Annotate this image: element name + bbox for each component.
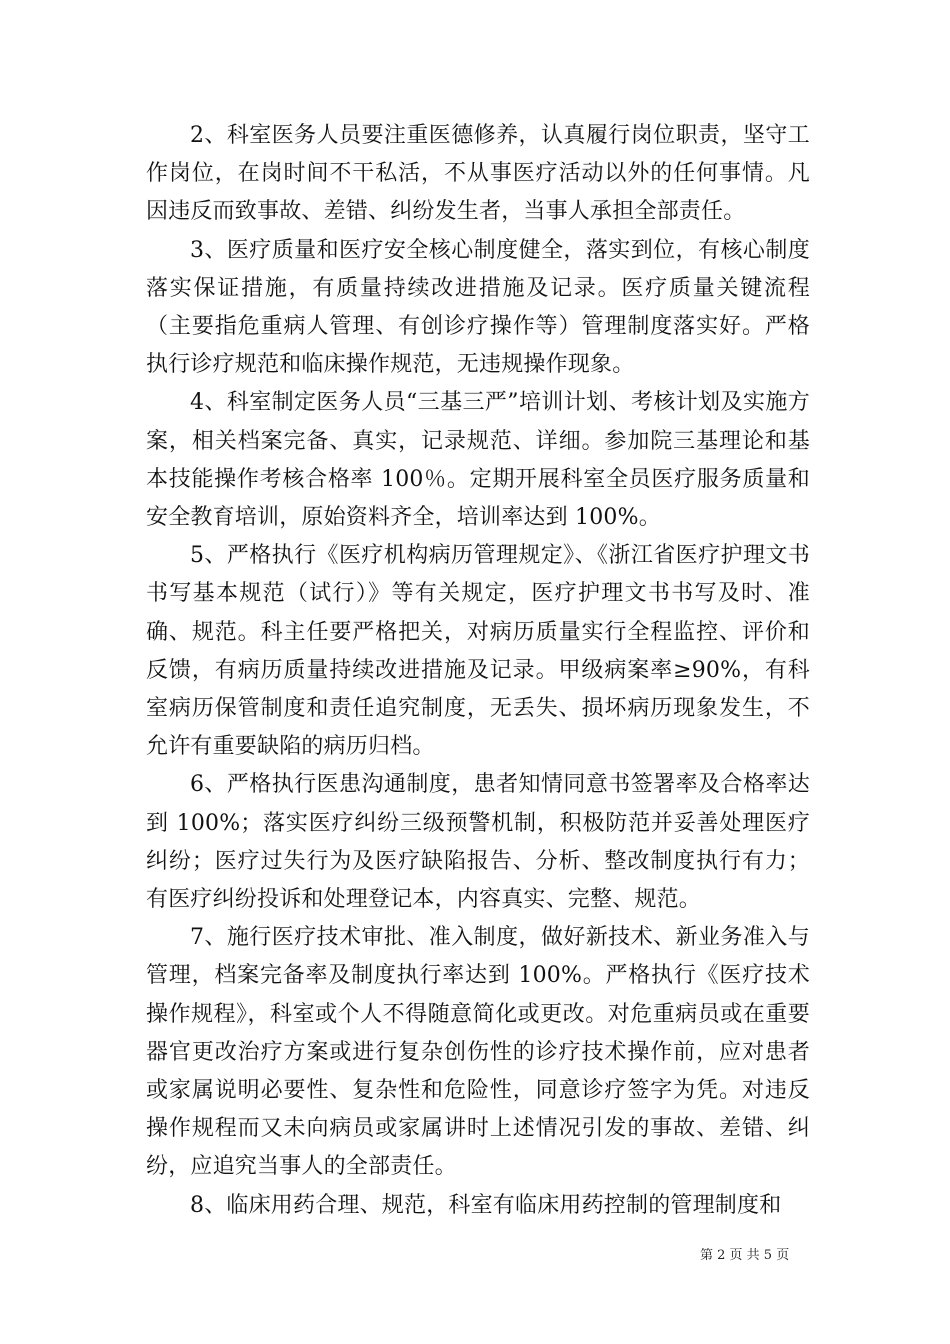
page-number-footer: 第 2 页 共 5 页 — [700, 1248, 790, 1263]
paragraph-item-4: 4、科室制定医务人员“三基三严”培训计划、考核计划及实施方案，相关档案完备、真实，记录规范、详细。参加院三基理论和基本技能操作考核合格率 100％。定期开展科室全员医疗服务质量和安全教育培训，原始资料齐全，培训率达到 100%。 — [146, 390, 810, 531]
paragraph-item-8: 8、临床用药合理、规范，科室有临床用药控制的管理制度和 — [190, 1192, 782, 1218]
paragraph-item-6: 6、严格执行医患沟通制度，患者知情同意书签署率及合格率达到 100%；落实医疗纠纷三级预警机制，积极防范并妥善处理医疗纠纷；医疗过失行为及医疗缺陷报告、分析、整改制度执行有力；有医疗纠纷投诉和处理登记本，内容真实、完整、规范。 — [146, 772, 810, 913]
document-body — [146, 117, 810, 1225]
paragraph-item-2: 2、科室医务人员要注重医德修养，认真履行岗位职责，坚守工作岗位，在岗时间不干私活，不从事医疗活动以外的任何事情。凡因违反而致事故、差错、纠纷发生者，当事人承担全部责任。 — [146, 123, 810, 225]
paragraph-item-7: 7、施行医疗技术审批、准入制度，做好新技术、新业务准入与管理，档案完备率及制度执行率达到 100%。严格执行《医疗技术操作规程》，科室或个人不得随意简化或更改。对危重病员或在重要器官更改治疗方案或进行复杂创伤性的诊疗技术操作前，应对患者或家属说明必要性、复杂性和危险性，同意诊疗签字为凭。对违反操作规程而又未向病员或家属讲时上述情况引发的事故、差错、纠纷，应追究当事人的全部责任。 — [146, 925, 810, 1180]
paragraph-item-5: 5、严格执行《医疗机构病历管理规定》、《浙江省医疗护理文书书写基本规范（试行）》等有关规定，医疗护理文书书写及时、准确、规范。科主任要严格把关，对病历质量实行全程监控、评价和反馈，有病历质量持续改进措施及记录。甲级病案率≥90%，有科室病历保管制度和责任追究制度，无丢失、损坏病历现象发生，不允许有重要缺陷的病历归档。 — [146, 543, 810, 760]
paragraph-item-3: 3、医疗质量和医疗安全核心制度健全，落实到位，有核心制度落实保证措施，有质量持续改进措施及记录。医疗质量关键流程（主要指危重病人管理、有创诊疗操作等）管理制度落实好。严格执行诊疗规范和临床操作规范，无违规操作现象。 — [146, 237, 810, 378]
